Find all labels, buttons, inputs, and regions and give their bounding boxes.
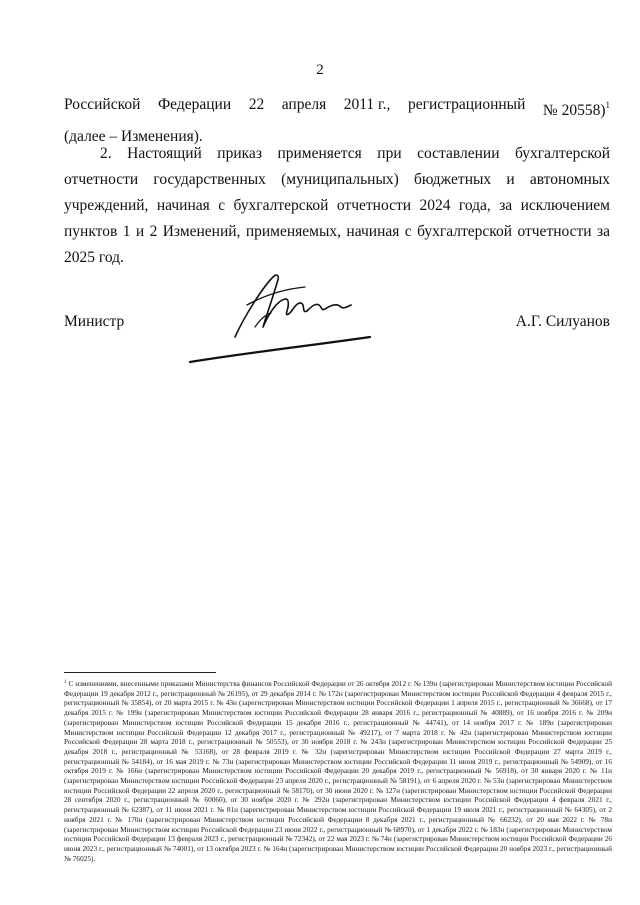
word-with-footnote — [543, 92, 610, 124]
footnote-mark: 1 — [64, 680, 67, 685]
handwritten-signature — [185, 265, 375, 375]
paragraph-line: (далее – Изменения). — [64, 128, 203, 145]
word: апреля — [281, 96, 327, 113]
word: Российской — [64, 96, 141, 113]
word: регистрационный — [407, 96, 526, 113]
footnote-text: С изменениями, внесенными приказами Министерства финансов Российской Федерации от 26 октября 2012 г. № 139н (зарегистрирован Министерством юстиции Российской Федерации 19 декабря 2012 г., регистрационный № 26195), от 29 декабря 2014 г. № 172н (зарегистрирован Министерством юстиции Российской Федерации 4 февраля 2015 г., регистрационный № 35854), от 20 марта 2015 г. № 43н (зарегистрирован Министерством юстиции Российской Федерации 1 апреля 2015 г., регистрационный № 36668), от 17 декабря 2015 г. № 199н (зарегистрирован Министерством юстиции Российской Федерации 28 января 2016 г., регистрационный № 40889), от 16 ноября 2016 г. № 209н (зарегистрирован Министерством юстиции Российской Федерации 15 декабря 2016 г., регистрационный № 44741), от 14 ноября 2017 г. № 189н (зарегистрирован Министерством юстиции Российской Федерации 12 декабря 2017 г., регистрационный № 49217), от 7 марта 2018 г. № 42н (зарегистрирован Министерством юстиции Российской Федерации 28 марта 2018 г., регистрационный № 50553), от 30 ноября 2018 г. № 243н (зарегистрирован Министерством юстиции Российской Федерации 25 декабря 2018 г., регистрационный № 53168), от 28 февраля 2019 г. № 32н (зарегистрирован Министерством юстиции Российской Федерации 27 марта 2019 г., регистрационный № 54184), от 16 мая 2019 г. № 73н (зарегистрирован Министерством юстиции Российской Федерации 11 июня 2019 г., регистрационный № 54909), от 16 октября 2019 г. № 166н (зарегистрирован Министерством юстиции Российской Федерации 20 декабря 2019 г., регистрационный № 56918), от 30 января 2020 г. № 11н (зарегистрирован Министерством юстиции Российской Федерации 23 апреля 2020 г., регистрационный № 58191), от 6 апреля 2020 г. № 53н (зарегистрирован Министерством юстиции Российской Федерации 22 апреля 2020 г., регистрационный № 58170), от 30 июня 2020 г. № 127н (зарегистрирован Министерством юстиции Российской Федерации 28 сентября 2020 г., регистрационный № 60060), от 30 ноября 2020 г. № 292н (зарегистрирован Министерством юстиции Российской Федерации 4 февраля 2021 г., регистрационный № 62387), от 11 июня 2021 г. № 81н (зарегистрирован Министерством юстиции Российской Федерации 19 июля 2021 г., регистрационный № 64305), от 2 ноября 2021 г. № 170н (зарегистрирован Министерством юстиции Российской Федерации 8 декабря 2021 г., регистрационный № 66232), от 20 мая 2022 г. № 78н (зарегистрирован Министерством юстиции Российской Федерации 23 июня 2022 г., регистрационный № 68970), от 1 декабря 2022 г. № 183н (зарегистрирован Министерством юстиции Российской Федерации 13 февраля 2023 г., регистрационный № 72342), от 22 мая 2023 г. № 74н (зарегистрирован Министерством юстиции Российской Федерации 26 июня 2023 г., регистрационный № 74001), от 13 октября 2023 г. № 164н (зарегистрирован Министерством юстиции Российской Федерации 20 ноября 2023 г., регистрационный № 76025). — [64, 679, 612, 863]
page-number: 2 — [316, 62, 324, 78]
word: 2011 г., — [343, 96, 391, 113]
signatory-position: Министр — [64, 313, 125, 330]
footnote-reference: 1 — [605, 100, 610, 110]
footnote-separator — [64, 672, 216, 673]
word: 22 — [248, 96, 265, 113]
footnote — [64, 678, 612, 863]
paragraph-line — [64, 92, 610, 124]
word: Федерации — [157, 96, 232, 113]
registration-number: № 20558) — [542, 102, 606, 119]
signatory-name: А.Г. Силуанов — [515, 313, 610, 330]
paragraph-2: 2. Настоящий приказ применяется при составлении бухгалтерской отчетности государственных (муниципальных) бюджетных и автономных учреждений, начиная с бухгалтерской отчетности 2024 года, за исключением пунктов 1 и 2 Изменений, применяемых, начиная с бухгалтерской отчетности за 2025 год. — [64, 145, 610, 266]
